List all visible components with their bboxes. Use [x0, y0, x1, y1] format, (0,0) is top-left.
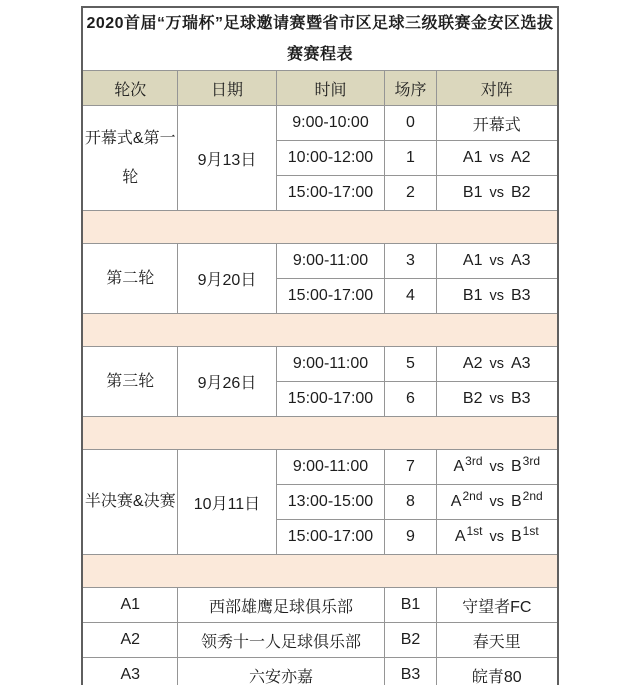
- round-name-cell: 开幕式&第一轮: [82, 106, 177, 211]
- match-number-cell: 4: [384, 279, 436, 314]
- matchup-cell: [436, 106, 557, 141]
- team-legend-row-3: [82, 658, 557, 685]
- match-number-cell: 7: [384, 450, 436, 485]
- matchup-right-team: B: [511, 458, 522, 475]
- spacer-row-2: [82, 314, 557, 347]
- match-number-cell: 0: [384, 106, 436, 141]
- matchup-label: 开幕式: [472, 116, 521, 134]
- match-number-cell: 5: [384, 347, 436, 382]
- team-b-code-cell: B3: [384, 658, 436, 685]
- matchup-right-team: A3: [511, 252, 531, 269]
- spacer-row-4: [82, 555, 557, 588]
- team-b-name-cell: 春天里: [436, 623, 557, 658]
- team-legend-row-2: [82, 623, 557, 658]
- matchup-cell: [436, 141, 557, 176]
- spacer-row-3: [82, 417, 557, 450]
- matchup-vs-label: vs: [489, 150, 504, 166]
- spacer-cell: [82, 417, 557, 450]
- matchup-left-team: A1: [462, 252, 483, 269]
- col-header-matchno: 场序: [384, 71, 436, 106]
- round-date-cell: 9月13日: [177, 106, 276, 211]
- team-a-code-cell: A3: [82, 658, 177, 685]
- match-time-cell: 13:00-15:00: [276, 485, 384, 520]
- round-name-cell: 第三轮: [82, 347, 177, 417]
- schedule-table: [81, 6, 558, 685]
- matchup-left-team: A: [453, 458, 465, 475]
- match-time-cell: 15:00-17:00: [276, 520, 384, 555]
- team-b-code-cell: B1: [384, 588, 436, 623]
- round-4-match-row-1: [82, 450, 557, 485]
- match-time-cell: 9:00-10:00: [276, 106, 384, 141]
- matchup-left-team: A1: [462, 149, 483, 166]
- matchup-left-rank: 1st: [466, 524, 483, 538]
- spacer-cell: [82, 211, 557, 244]
- match-time-cell: 15:00-17:00: [276, 382, 384, 417]
- matchup-cell: [436, 450, 557, 485]
- matchup-cell: [436, 485, 557, 520]
- title-row: [82, 7, 557, 71]
- match-number-cell: 2: [384, 176, 436, 211]
- matchup-vs-label: vs: [489, 253, 504, 269]
- team-b-name-cell: 守望者FC: [436, 588, 557, 623]
- header-row: [82, 71, 557, 106]
- matchup-cell: [436, 176, 557, 211]
- matchup-vs-label: vs: [489, 459, 504, 475]
- round-2-match-row-1: [82, 244, 557, 279]
- matchup-right-team: B3: [511, 287, 531, 304]
- matchup-right-team: B3: [511, 390, 531, 407]
- col-header-time: 时间: [276, 71, 384, 106]
- matchup-cell: [436, 244, 557, 279]
- matchup-right-rank: 3rd: [522, 454, 541, 468]
- matchup-cell: [436, 279, 557, 314]
- matchup-left-rank: 2nd: [462, 489, 483, 503]
- matchup-left-rank: 3rd: [465, 454, 483, 468]
- team-a-code-cell: A2: [82, 623, 177, 658]
- match-number-cell: 1: [384, 141, 436, 176]
- match-number-cell: 3: [384, 244, 436, 279]
- page-title: 2020首届“万瑞杯”足球邀请赛暨省市区足球三级联赛金安区选拔赛赛程表: [82, 7, 557, 71]
- team-a-name-cell: 西部雄鹰足球俱乐部: [177, 588, 384, 623]
- match-time-cell: 15:00-17:00: [276, 279, 384, 314]
- matchup-right-team: B: [511, 528, 522, 545]
- matchup-right-rank: 1st: [522, 524, 539, 538]
- matchup-left-team: A2: [462, 355, 483, 372]
- team-b-code-cell: B2: [384, 623, 436, 658]
- matchup-right-team: A2: [511, 149, 531, 166]
- round-name-cell: 第二轮: [82, 244, 177, 314]
- matchup-left-team: A: [454, 528, 466, 545]
- round-3-match-row-1: [82, 347, 557, 382]
- matchup-right-team: B: [511, 493, 522, 510]
- match-time-cell: 9:00-11:00: [276, 450, 384, 485]
- match-time-cell: 10:00-12:00: [276, 141, 384, 176]
- matchup-right-rank: 2nd: [522, 489, 543, 503]
- matchup-vs-label: vs: [489, 529, 504, 545]
- matchup-vs-label: vs: [489, 356, 504, 372]
- col-header-matchup: 对阵: [436, 71, 557, 106]
- match-number-cell: 6: [384, 382, 436, 417]
- matchup-left-team: B1: [462, 287, 483, 304]
- matchup-vs-label: vs: [489, 494, 504, 510]
- round-date-cell: 9月26日: [177, 347, 276, 417]
- round-1-match-row-1: [82, 106, 557, 141]
- match-time-cell: 9:00-11:00: [276, 244, 384, 279]
- round-date-cell: 10月11日: [177, 450, 276, 555]
- spacer-cell: [82, 555, 557, 588]
- team-a-code-cell: A1: [82, 588, 177, 623]
- match-time-cell: 9:00-11:00: [276, 347, 384, 382]
- spacer-row-1: [82, 211, 557, 244]
- matchup-vs-label: vs: [489, 391, 504, 407]
- team-legend-row-1: [82, 588, 557, 623]
- team-a-name-cell: 领秀十一人足球俱乐部: [177, 623, 384, 658]
- matchup-cell: [436, 347, 557, 382]
- matchup-cell: [436, 382, 557, 417]
- round-date-cell: 9月20日: [177, 244, 276, 314]
- matchup-right-team: A3: [511, 355, 531, 372]
- col-header-round: 轮次: [82, 71, 177, 106]
- col-header-date: 日期: [177, 71, 276, 106]
- spacer-cell: [82, 314, 557, 347]
- matchup-right-team: B2: [511, 184, 531, 201]
- matchup-left-team: B1: [462, 184, 483, 201]
- matchup-left-team: A: [450, 493, 462, 510]
- team-a-name-cell: 六安亦嘉: [177, 658, 384, 685]
- matchup-cell: [436, 520, 557, 555]
- match-time-cell: 15:00-17:00: [276, 176, 384, 211]
- matchup-vs-label: vs: [489, 288, 504, 304]
- match-number-cell: 8: [384, 485, 436, 520]
- match-number-cell: 9: [384, 520, 436, 555]
- team-b-name-cell: 皖青80: [436, 658, 557, 685]
- matchup-vs-label: vs: [489, 185, 504, 201]
- round-name-cell: 半决赛&决赛: [82, 450, 177, 555]
- matchup-left-team: B2: [462, 390, 483, 407]
